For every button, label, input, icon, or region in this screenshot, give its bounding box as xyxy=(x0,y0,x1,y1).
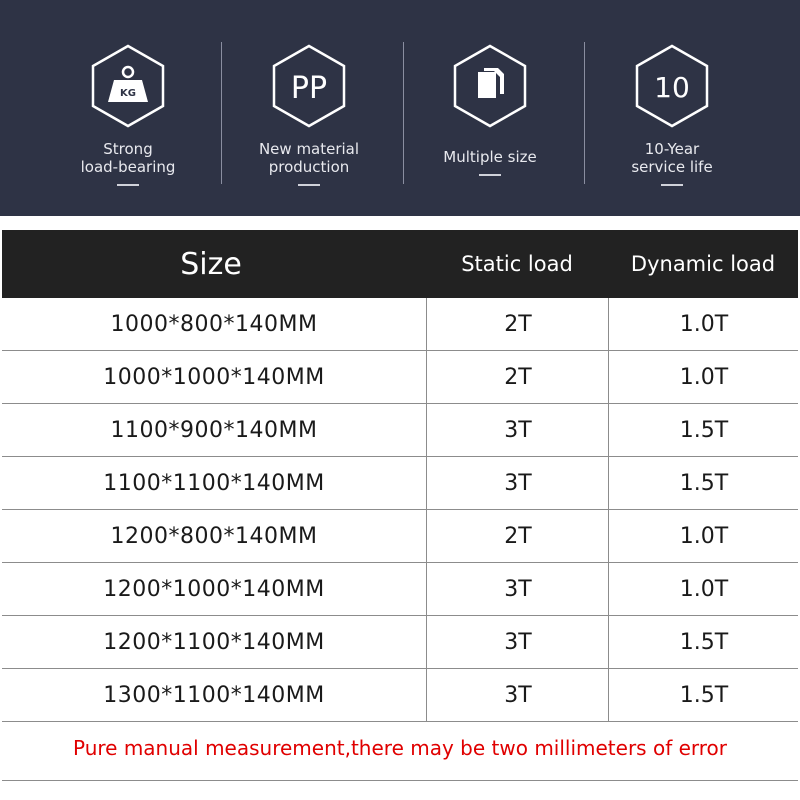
pp-icon xyxy=(271,44,347,128)
table-row xyxy=(2,404,798,457)
separator xyxy=(403,42,404,184)
cell-size: 1000*1000*140MM xyxy=(103,364,325,390)
feature-label: New material production xyxy=(258,140,360,176)
cell-size: 1200*1000*140MM xyxy=(103,576,325,602)
cell-size: 1100*900*140MM xyxy=(110,417,318,443)
table-row xyxy=(2,298,798,351)
table-row xyxy=(2,351,798,404)
ten-icon xyxy=(634,44,710,128)
cell-static-load: 2T xyxy=(426,298,609,350)
cell-static-load: 3T xyxy=(426,563,609,615)
size-load-table xyxy=(2,230,798,722)
note-text: Pure manual measurement,there may be two millimeters of error xyxy=(72,736,728,760)
cell-static-load: 3T xyxy=(426,457,609,509)
cell-size: 1300*1100*140MM xyxy=(103,682,325,708)
divider xyxy=(479,174,501,176)
cell-dynamic-load: 1.5T xyxy=(608,616,799,668)
cell-dynamic-load: 1.5T xyxy=(608,457,799,509)
feature-label: 10-Year service life xyxy=(631,140,713,176)
cell-dynamic-load: 1.0T xyxy=(608,351,799,403)
cell-dynamic-load: 1.0T xyxy=(608,510,799,562)
cell-size: 1000*800*140MM xyxy=(110,311,318,337)
table-row xyxy=(2,510,798,563)
separator xyxy=(584,42,585,184)
table-row xyxy=(2,616,798,669)
cell-size: 1100*1100*140MM xyxy=(103,470,325,496)
cell-static-load: 2T xyxy=(426,351,609,403)
feature-banner xyxy=(0,0,800,216)
table-row xyxy=(2,563,798,616)
measurement-note xyxy=(2,716,798,781)
table-row xyxy=(2,669,798,722)
table-row xyxy=(2,457,798,510)
separator xyxy=(221,42,222,184)
feature-service-life xyxy=(602,44,742,186)
divider xyxy=(298,184,320,186)
weight-kg-icon xyxy=(90,44,166,128)
ten-label: 10 xyxy=(654,71,690,104)
cell-static-load: 3T xyxy=(426,404,609,456)
feature-label: Multiple size xyxy=(443,148,537,166)
cell-static-load: 2T xyxy=(426,510,609,562)
cell-dynamic-load: 1.5T xyxy=(608,404,799,456)
cell-size: 1200*800*140MM xyxy=(110,523,318,549)
table-body xyxy=(2,298,798,722)
documents-icon xyxy=(452,44,528,128)
table-header xyxy=(2,230,798,298)
cell-dynamic-load: 1.0T xyxy=(608,563,799,615)
cell-static-load: 3T xyxy=(426,616,609,668)
cell-static-load: 3T xyxy=(426,669,609,721)
cell-size: 1200*1100*140MM xyxy=(103,629,325,655)
feature-new-material xyxy=(239,44,379,186)
header-static-load: Static load xyxy=(461,252,573,276)
divider xyxy=(661,184,683,186)
feature-strong-load xyxy=(58,44,198,186)
cell-dynamic-load: 1.0T xyxy=(608,298,799,350)
pp-label: PP xyxy=(290,71,328,106)
feature-multiple-size xyxy=(420,44,560,176)
feature-label: Strong load-bearing xyxy=(80,140,176,176)
kg-label: KG xyxy=(120,88,136,99)
cell-dynamic-load: 1.5T xyxy=(608,669,799,721)
header-size: Size xyxy=(180,246,242,282)
header-dynamic-load: Dynamic load xyxy=(630,252,776,276)
divider xyxy=(117,184,139,186)
